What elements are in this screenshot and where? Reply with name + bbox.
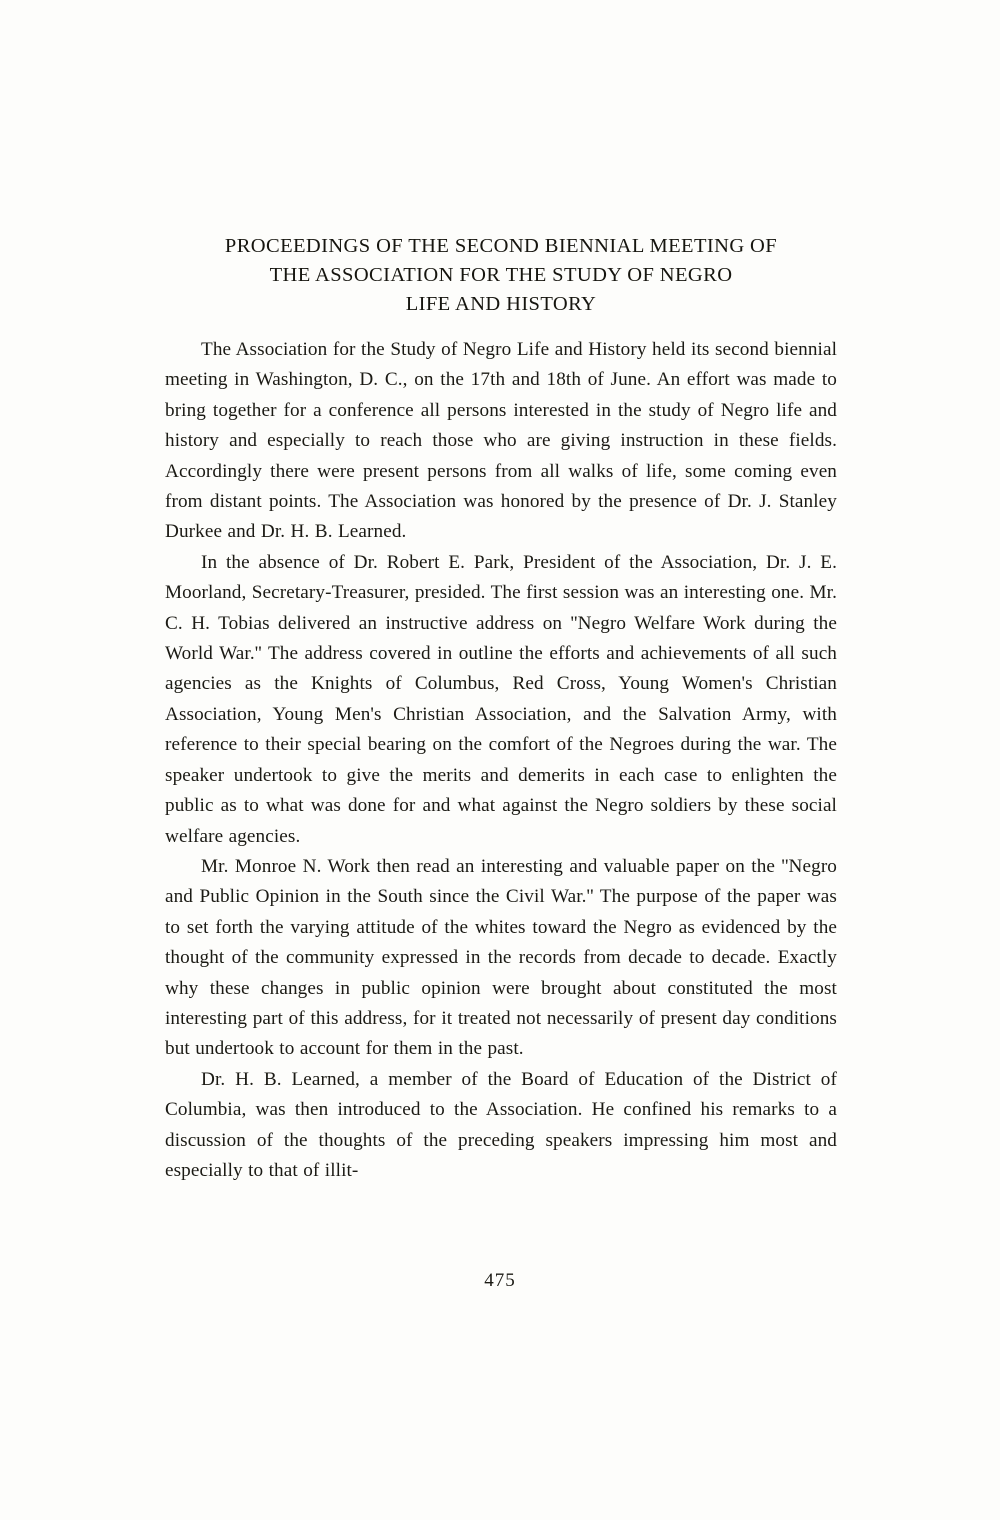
body-paragraph: Dr. H. B. Learned, a member of the Board of Education of the District of Columbia, was then introduced to the Association. He confined his remarks to a discussion of the thoughts of the preceding speakers impressing him most and especially to that of illit- <box>165 1068 837 1181</box>
page-number: 475 <box>484 1270 516 1291</box>
page-content <box>165 232 837 1186</box>
page-title-line-3: LIFE AND HISTORY <box>405 293 597 315</box>
body-paragraph: In the absence of Dr. Robert E. Park, President of the Association, Dr. J. E. Moorland, Secretary-Treasurer, presided. The first session was an interesting one. Mr. C. H. Tobias delivered an instructive address on ''Negro Welfare Work during the World War.'' The address covered in outline the efforts and achievements of all such agencies as the Knights of Columbus, Red Cross, Young Women's Christian Association, Young Men's Christian Association, and the Salvation Army, with reference to their special bearing on the comfort of the Negroes during the war. The speaker undertook to give the merits and demerits in each case to enlighten the public as to what was done for and what against the Negro soldiers by these social welfare agencies. <box>165 551 837 847</box>
body-paragraph: Mr. Monroe N. Work then read an interesting and valuable paper on the ''Negro and Public Opinion in the South since the Civil War.'' The purpose of the paper was to set forth the varying attitude of the whites toward the Negro as evidenced by the thought of the community expressed in the records from decade to decade. Exactly why these changes in public opinion were brought about constituted the most interesting part of this address, for it treated not necessarily of present day conditions but undertook to account for them in the past. <box>165 855 837 1060</box>
page-title-line-1: PROCEEDINGS OF THE SECOND BIENNIAL MEETING OF <box>224 235 778 257</box>
body-paragraph: The Association for the Study of Negro Life and History held its second biennial meeting in Washington, D. C., on the 17th and 18th of June. An effort was made to bring together for a conference all persons interested in the study of Negro life and history and especially to reach those who are giving instruction in these fields. Accordingly there were present persons from all walks of life, some coming even from distant points. The Association was honored by the presence of Dr. J. Stanley Durkee and Dr. H. B. Learned. <box>165 339 837 543</box>
page-title <box>165 232 837 319</box>
page-title-line-2: THE ASSOCIATION FOR THE STUDY OF NEGRO <box>269 264 733 286</box>
